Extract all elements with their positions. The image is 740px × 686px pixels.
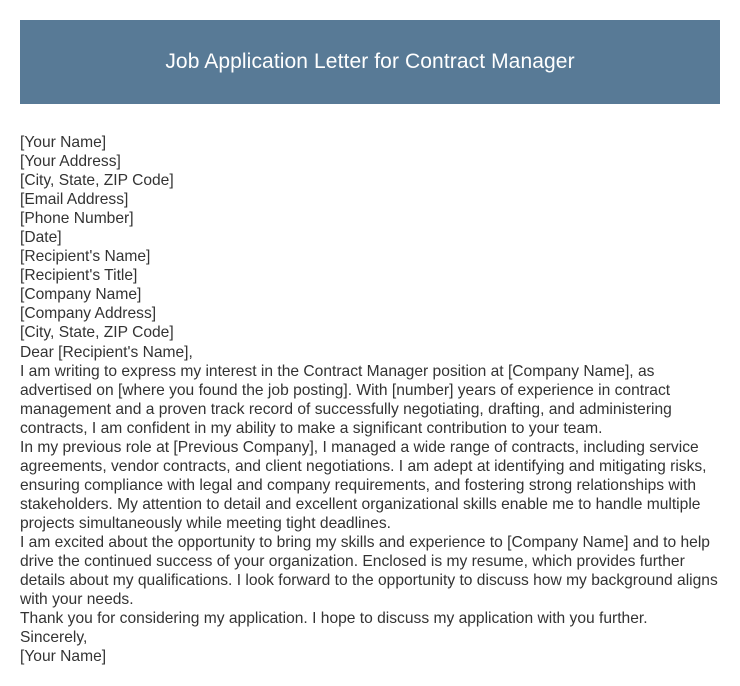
- recipient-title: [Recipient's Title]: [20, 267, 138, 285]
- letter-date: [Date]: [20, 229, 62, 247]
- page-title: Job Application Letter for Contract Manager: [165, 50, 575, 73]
- sender-name: [Your Name]: [20, 134, 107, 151]
- recipient-address: [Company Address]: [20, 305, 157, 323]
- salutation: Dear [Recipient's Name],: [20, 343, 193, 361]
- sender-phone: [Phone Number]: [20, 210, 134, 228]
- body-paragraph: Thank you for considering my application. I hope to discuss my application with you further.: [20, 610, 648, 628]
- sender-address: [Your Address]: [20, 153, 121, 171]
- closing: Sincerely,: [20, 629, 88, 647]
- body-paragraph: I am excited about the opportunity to bring my skills and experience to [Company Name] and to help drive the continued success of your organization. Enclosed is my resume, which provides further details about my qualifications. I look forward to the opportunity to discuss how my background aligns with your needs.: [20, 533, 718, 609]
- recipient-company: [Company Name]: [20, 286, 142, 304]
- signature: [Your Name]: [20, 648, 107, 666]
- sender-block: [20, 133, 724, 228]
- sender-city-state-zip: [City, State, ZIP Code]: [20, 172, 174, 190]
- letter-body: [20, 133, 724, 666]
- recipient-name: [Recipient's Name]: [20, 248, 151, 266]
- body-paragraph: I am writing to express my interest in the Contract Manager position at [Company Name], as advertised on [where you found the job posting]. With [number] years of experience in contract management and a proven track record of successfully negotiating, drafting, and administering contracts, I am confident in my ability to make a significant contribution to your team.: [20, 362, 672, 437]
- recipient-block: [20, 247, 724, 342]
- recipient-city-state-zip: [City, State, ZIP Code]: [20, 324, 174, 342]
- header-banner: [20, 20, 720, 104]
- body-paragraph: In my previous role at [Previous Company], I managed a wide range of contracts, including service agreements, vendor contracts, and client negotiations. I am adept at identifying and mitigating risks, ensuring compliance with legal and company requirements, and fostering strong relationships with stakeholders. My attention to detail and excellent organizational skills enable me to handle multiple projects simultaneously while meeting tight deadlines.: [20, 438, 707, 532]
- sender-email: [Email Address]: [20, 191, 129, 209]
